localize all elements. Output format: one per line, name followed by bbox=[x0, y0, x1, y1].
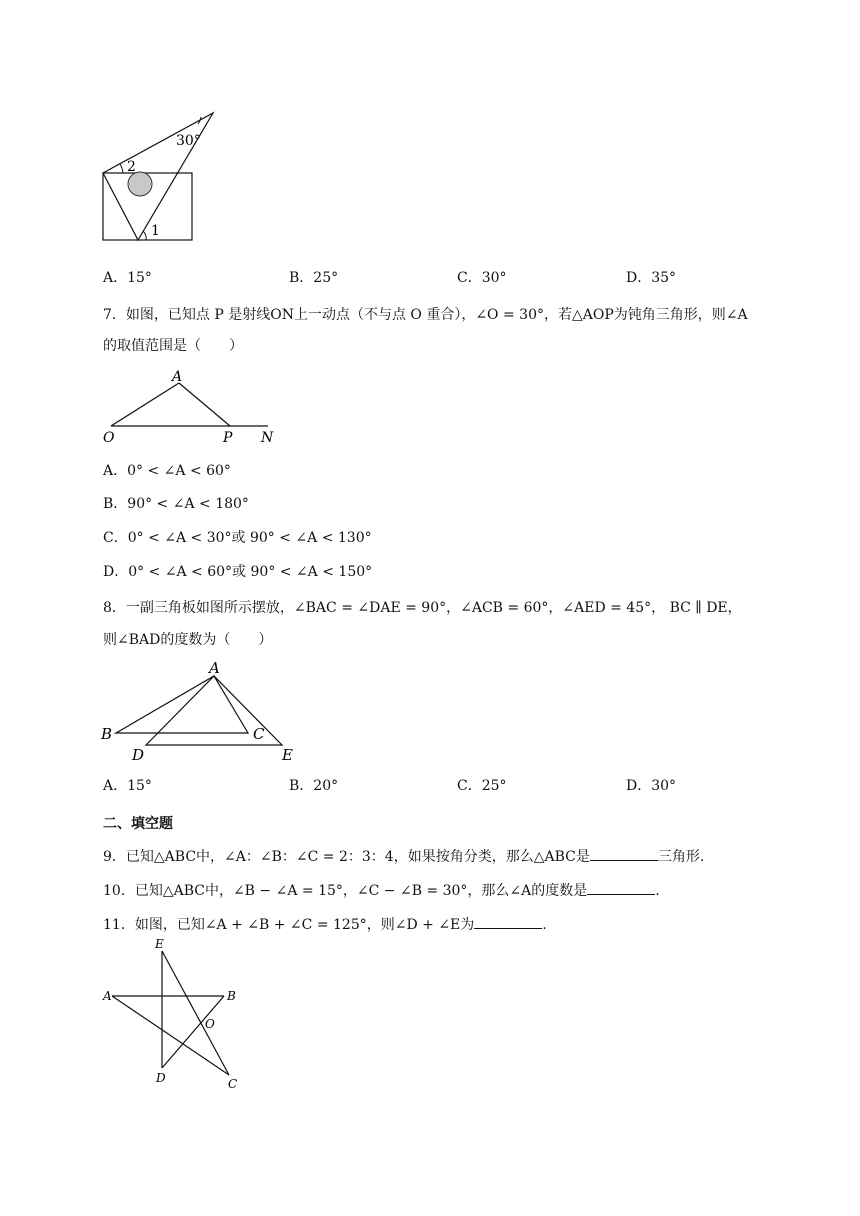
section-heading: 二、填空题 bbox=[103, 816, 173, 832]
q8-stem-line2: 则∠BAD的度数为（ ） bbox=[103, 632, 273, 648]
q8-label-a: A bbox=[209, 659, 220, 677]
q7-stem-line1: 7．如图，已知点 P 是射线ON上一动点（不与点 O 重合），∠O = 30°，若△AOP为钝角三角形，则∠A bbox=[103, 307, 748, 323]
q10-text-before: 10．已知△ABC中，∠B − ∠A = 15°，∠C − ∠B = 30°，那么∠A的度数是 bbox=[103, 883, 588, 899]
q7-option-b: B．90° < ∠A < 180° bbox=[103, 496, 249, 512]
q8-label-b: B bbox=[101, 725, 113, 743]
q6-option-d: D．35° bbox=[626, 270, 677, 286]
q7-option-d: D．0° < ∠A < 60°或 90° < ∠A < 150° bbox=[103, 564, 373, 580]
angle-1-label: 1 bbox=[151, 223, 160, 239]
q6-option-b: B．25° bbox=[289, 270, 339, 286]
q7-stem-line2: 的取值范围是（ ） bbox=[103, 338, 243, 354]
q11-label-d: D bbox=[156, 1071, 166, 1085]
q11-label-b: B bbox=[227, 989, 236, 1003]
q7-option-a: A．0° < ∠A < 60° bbox=[103, 463, 231, 479]
angle-30-label: 30° bbox=[176, 133, 201, 149]
q8-label-c: C bbox=[253, 725, 265, 743]
q11-label-a: A bbox=[103, 989, 112, 1003]
q10-text-after: . bbox=[655, 883, 660, 899]
q11-label-c: C bbox=[228, 1077, 238, 1091]
q8-option-d: D．30° bbox=[626, 778, 677, 794]
angle-2-label: 2 bbox=[127, 159, 136, 175]
q11-label-e: E bbox=[155, 937, 164, 951]
q7-option-c: C．0° < ∠A < 30°或 90° < ∠A < 130° bbox=[103, 530, 372, 546]
q7-label-n: N bbox=[261, 430, 274, 446]
q8-label-d: D bbox=[132, 746, 145, 764]
q7-label-p: P bbox=[223, 430, 233, 446]
q11-label-o: O bbox=[205, 1017, 215, 1031]
q8-option-b: B．20° bbox=[289, 778, 339, 794]
q8-option-a: A．15° bbox=[103, 778, 152, 794]
q6-option-a: A．15° bbox=[103, 270, 152, 286]
q7-label-a: A bbox=[172, 369, 183, 385]
q11-text-before: 11．如图，已知∠A + ∠B + ∠C = 125°，则∠D + ∠E为 bbox=[103, 917, 475, 933]
q9-text-after: 三角形. bbox=[657, 849, 705, 865]
q7-label-o: O bbox=[103, 430, 115, 446]
q6-option-c: C．30° bbox=[457, 270, 507, 286]
q8-label-e: E bbox=[282, 746, 293, 764]
q8-stem-line1: 8．一副三角板如图所示摆放，∠BAC = ∠DAE = 90°，∠ACB = 60°，∠AED = 45°， BC ∥ DE， bbox=[103, 600, 742, 616]
q11-text-after: . bbox=[542, 917, 547, 933]
q9-text-before: 9．已知△ABC中，∠A：∠B：∠C = 2：3：4，如果按角分类，那么△ABC是 bbox=[103, 849, 590, 865]
q8-option-c: C．25° bbox=[457, 778, 507, 794]
